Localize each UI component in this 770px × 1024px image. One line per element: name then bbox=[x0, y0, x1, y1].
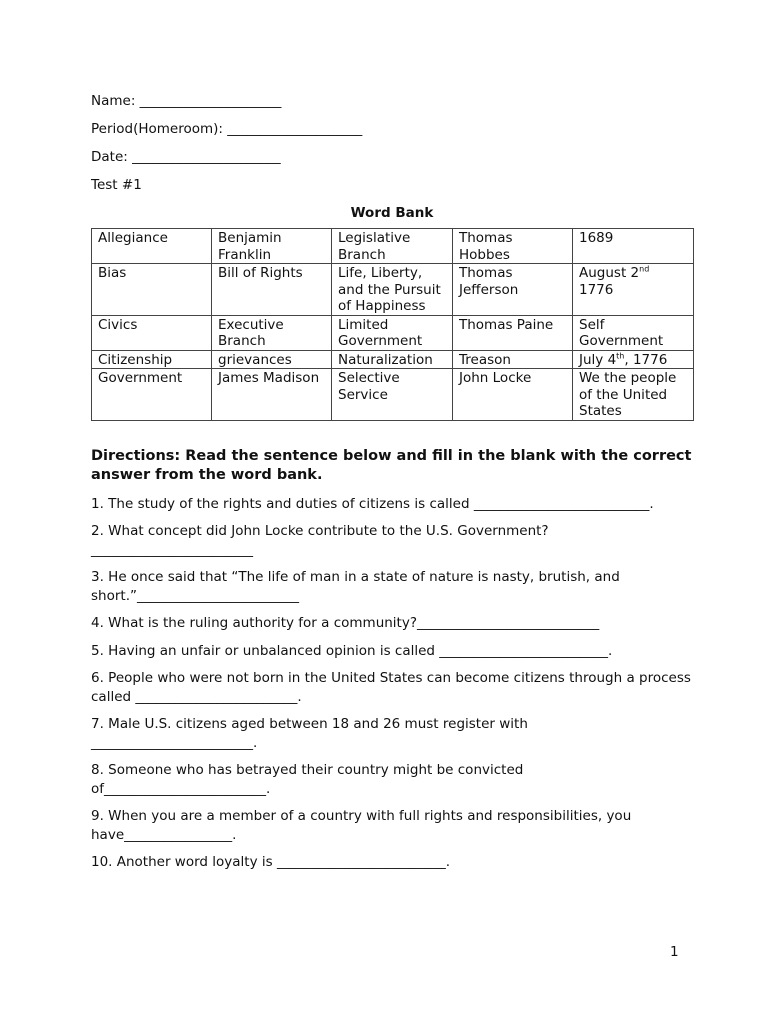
question-item: 10. Another word loyalty is _________________________. bbox=[91, 854, 450, 870]
word-bank-cell: Bill of Rights bbox=[212, 264, 332, 316]
date-field: Date: ______________________ bbox=[91, 149, 281, 165]
word-bank-cell: Allegiance bbox=[92, 229, 212, 264]
word-bank-row bbox=[92, 229, 694, 264]
word-bank-cell: Thomas Paine bbox=[453, 315, 573, 350]
word-bank-cell: grievances bbox=[212, 350, 332, 369]
word-bank-cell: Limited Government bbox=[332, 315, 453, 350]
test-title: Test #1 bbox=[91, 177, 142, 193]
question-item: 5. Having an unfair or unbalanced opinion is called _________________________. bbox=[91, 642, 613, 659]
word-bank-cell: Treason bbox=[453, 350, 573, 369]
word-bank-title: Word Bank bbox=[350, 205, 434, 221]
document-page bbox=[91, 92, 693, 881]
word-bank-row bbox=[92, 350, 694, 369]
word-bank-cell: Executive Branch bbox=[212, 315, 332, 350]
word-bank-cell: 1689 bbox=[573, 229, 694, 264]
question-item: 1. The study of the rights and duties of citizens is called __________________________. bbox=[91, 495, 654, 512]
directions: Directions: Read the sentence below and fill in the blank with the correct answer from the word bank. bbox=[91, 447, 692, 483]
period-field: Period(Homeroom): ____________________ bbox=[91, 121, 363, 137]
question-item: 8. Someone who has betrayed their country might be convicted of________________________. bbox=[91, 762, 524, 797]
word-bank-cell: Civics bbox=[92, 315, 212, 350]
word-bank-cell: Thomas Hobbes bbox=[453, 229, 573, 264]
word-bank-row bbox=[92, 264, 694, 316]
page-number: 1 bbox=[670, 944, 679, 960]
word-bank-cell: Citizenship bbox=[92, 350, 212, 369]
word-bank-table bbox=[91, 228, 694, 421]
word-bank-cell: Government bbox=[92, 369, 212, 421]
word-bank-cell: Thomas Jefferson bbox=[453, 264, 573, 316]
word-bank-cell: Selective Service bbox=[332, 369, 453, 421]
name-field: Name: _____________________ bbox=[91, 93, 282, 109]
question-item: 9. When you are a member of a country with full rights and responsibilities, you have________________. bbox=[91, 808, 632, 843]
question-list bbox=[91, 495, 693, 872]
word-bank-cell: Self Government bbox=[573, 315, 694, 350]
word-bank-cell: James Madison bbox=[212, 369, 332, 421]
question-item: 7. Male U.S. citizens aged between 18 and 26 must register with ________________________. bbox=[91, 716, 528, 751]
word-bank-row bbox=[92, 369, 694, 421]
word-bank-cell: We the people of the United States bbox=[573, 369, 694, 421]
question-item: 3. He once said that “The life of man in a state of nature is nasty, brutish, and short.”________________________ bbox=[91, 569, 620, 604]
word-bank-cell: Life, Liberty, and the Pursuit of Happiness bbox=[332, 264, 453, 316]
question-item: 2. What concept did John Locke contribute to the U.S. Government? ________________________ bbox=[91, 523, 549, 558]
word-bank-cell: Bias bbox=[92, 264, 212, 316]
word-bank-row bbox=[92, 315, 694, 350]
word-bank-cell: Benjamin Franklin bbox=[212, 229, 332, 264]
word-bank-cell: Legislative Branch bbox=[332, 229, 453, 264]
word-bank-cell: Naturalization bbox=[332, 350, 453, 369]
question-item: 6. People who were not born in the United States can become citizens through a process called ________________________. bbox=[91, 670, 691, 705]
word-bank-cell: July 4th, 1776 bbox=[573, 350, 694, 369]
question-item: 4. What is the ruling authority for a community?___________________________ bbox=[91, 615, 600, 631]
word-bank-cell: John Locke bbox=[453, 369, 573, 421]
word-bank-cell: August 2nd 1776 bbox=[573, 264, 694, 316]
